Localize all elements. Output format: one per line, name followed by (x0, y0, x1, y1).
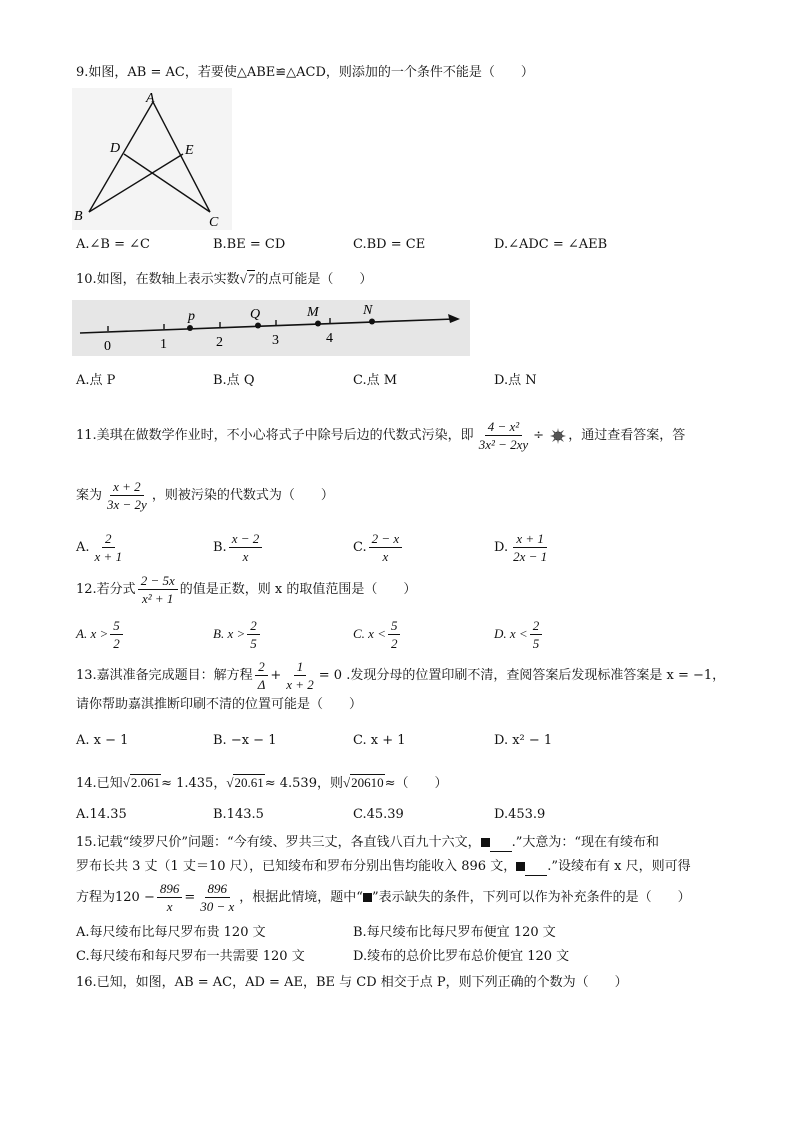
q15-line3: 方程为120 − $\frac{896}{x}$ = $\frac{896}{30 - x}$ ，根据此情境，题中“ ”表示缺失的条件，下列可以作为补充条件的是（ ） (76, 881, 691, 914)
q13-line2: 请你帮助嘉淇推断印刷不清的位置可能是（ ） (76, 697, 363, 712)
q11-stem (76, 416, 685, 456)
q11-stem-suffix: ，通过查看答案，答 (568, 428, 686, 443)
q13-stem: 13.嘉淇准备完成题目：解方程 $\frac{2}{\Delta}$ + $\frac{1}{x + 2}$ = 0 .发现分母的位置印刷不清，查阅答案后发现标准答案是 x = −1， (76, 659, 726, 692)
q15-fraction-2: $\frac{896}{30 - x}$ (200, 881, 235, 914)
ink-blot-icon (550, 428, 566, 444)
q15-option-b: B.每尺绫布比每尺罗布便宜 120 文 (353, 925, 556, 940)
divide-sign: ÷ (533, 428, 545, 443)
q11-option-a: A. $\frac{2}{x + 1}$ (76, 531, 123, 564)
point-p (187, 325, 193, 331)
q14-option-c: C.45.39 (353, 807, 404, 822)
missing-condition-icon (516, 862, 525, 871)
point-label-m: M (307, 305, 319, 320)
q9-option-a: A.∠B = ∠C (76, 237, 150, 252)
q14-option-d: D.453.9 (494, 807, 546, 822)
q9-option-b: B.BE = CD (213, 237, 286, 252)
q13-fraction-1: $\frac{2}{\Delta}$ (255, 659, 269, 692)
label-B: B (74, 209, 83, 224)
q10-stem-suffix: 的点可能是（ ） (255, 272, 373, 287)
missing-condition-icon (363, 893, 372, 902)
q12-option-d: D. x < $\frac{2}{5}$ (494, 614, 544, 655)
q12-option-b: B. x > $\frac{2}{5}$ (213, 614, 262, 655)
q10-number-line-figure (72, 300, 470, 356)
q12-option-c: C. x < $\frac{5}{2}$ (353, 614, 402, 655)
q9-option-c: C.BD = CE (353, 237, 426, 252)
tick-label-1: 1 (160, 337, 167, 352)
missing-condition-icon (481, 838, 490, 847)
point-m (315, 321, 321, 327)
sqrt-2061: √2.061 (122, 775, 161, 790)
q11-stem-prefix: 11.美琪在做数学作业时，不小心将式子中除号后边的代数式污染，即 (76, 428, 474, 443)
q11-answer-fraction: $\frac{x + 2}{3x - 2y}$ (107, 479, 147, 512)
q15-line2: 罗布长共 3 丈（1 丈＝10 尺），已知绫布和罗布分别出售均能收入 896 文， .”设绫布有 x 尺，则可得 (76, 859, 691, 874)
q11-line2: 案为 $\frac{x + 2}{3x - 2y}$ ，则被污染的代数式为（ ） (76, 479, 334, 512)
q15-line1: 15.记载“绫罗尺价”问题：“今有绫、罗共三丈，各直钱八百九十六文， .”大意为：“现在有绫布和 (76, 835, 660, 850)
tick-label-3: 3 (272, 333, 279, 348)
tick-label-2: 2 (216, 335, 223, 350)
label-E: E (185, 143, 194, 158)
sqrt-20610: √20610 (342, 775, 384, 790)
q16-stem: 16.已知，如图，AB = AC，AD = AE，BE 与 CD 相交于点 P，则下列正确的个数为（ ） (76, 975, 628, 990)
q9-option-d: D.∠ADC = ∠AEB (494, 237, 608, 252)
point-q (255, 323, 261, 329)
tick-label-4: 4 (326, 331, 333, 346)
q13-fraction-2: $\frac{1}{x + 2}$ (286, 659, 314, 692)
q12-option-a: A. x > $\frac{5}{2}$ (76, 614, 125, 655)
point-n (369, 319, 375, 325)
point-label-p: p (188, 309, 195, 324)
q11-option-b: B. $\frac{x - 2}{x}$ (213, 528, 264, 568)
q11-option-c: C. $\frac{2 - x}{x}$ (353, 528, 404, 568)
q14-stem: 14.已知√2.061≈ 1.435，√20.61≈ 4.539，则√20610≈（ ） (76, 775, 448, 791)
q10-stem (76, 270, 372, 289)
q13-option-b: B. −x − 1 (213, 733, 277, 748)
label-D: D (110, 141, 121, 156)
q15-option-c: C.每尺绫布和每尺罗布一共需要 120 文 (76, 949, 305, 964)
label-C: C (209, 215, 219, 230)
q14-option-b: B.143.5 (213, 807, 264, 822)
point-label-n: N (363, 303, 373, 318)
q15-option-a: A.每尺绫布比每尺罗布贵 120 文 (76, 925, 266, 940)
label-A: A (146, 91, 155, 106)
q10-option-c: C.点 M (353, 373, 398, 388)
axis-line (80, 319, 454, 333)
q13-option-c: C. x + 1 (353, 733, 406, 748)
q13-option-a: A. x − 1 (76, 733, 129, 748)
sqrt-2061-b: √20.61 (226, 775, 264, 790)
q10-option-b: B.点 Q (213, 373, 255, 388)
q9-triangle-figure (72, 88, 232, 230)
sqrt-7: √7 (239, 271, 255, 286)
q10-option-d: D.点 N (494, 373, 537, 388)
q15-option-d: D.绫布的总价比罗布总价便宜 120 文 (353, 949, 570, 964)
q12-fraction: $\frac{2 - 5x}{\text{x² + 1}}$ (138, 573, 178, 606)
q12-stem: 12.若分式 $\frac{2 - 5x}{\text{x² + 1}}$ 的值是正数，则 x 的取值范围是（ ） (76, 573, 417, 606)
q10-option-a: A.点 P (76, 373, 116, 388)
q11-option-d: D. $\frac{x + 1}{2x - 1}$ (494, 531, 548, 564)
q13-option-d: D. x² − 1 (494, 733, 553, 748)
q15-fraction-1: $\frac{896}{x}$ (157, 881, 183, 914)
q10-stem-prefix: 10.如图，在数轴上表示实数 (76, 272, 240, 287)
tick-label-0: 0 (104, 339, 111, 354)
axis-arrow-icon (448, 314, 460, 323)
point-label-q: Q (250, 307, 261, 322)
q11-expression: $\frac{\text{4 − x²}}{\text{3x² − 2xy}}$ (478, 419, 529, 452)
q9-stem: 9.如图，AB = AC，若要使△ABE≌△ACD，则添加的一个条件不能是（ ） (76, 65, 534, 80)
q14-option-a: A.14.35 (76, 807, 127, 822)
